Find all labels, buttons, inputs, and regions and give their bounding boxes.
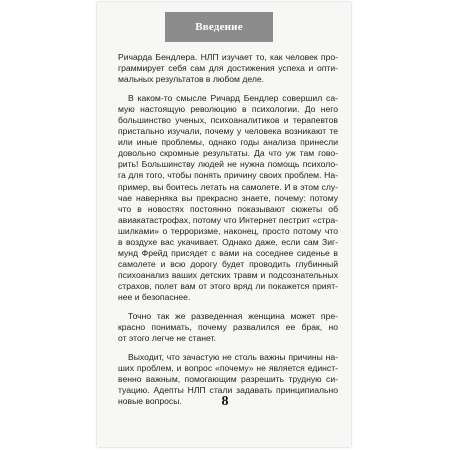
paragraph — [118, 311, 338, 344]
text-line: венно важным, помогающим разрешить трудную си- — [118, 374, 338, 385]
paragraph-gap — [118, 85, 338, 93]
text-line: от этого легче не станет. — [118, 333, 216, 344]
text-line: граммирует себя сам для достижения успеха и опти- — [118, 63, 338, 74]
text-line: мунд Фрейд присядет с вами на соседнее сиденье в — [118, 247, 338, 258]
body-text — [118, 52, 338, 407]
paragraph-gap — [118, 344, 338, 352]
text-line: рить! Большинству людей не нужна помощь психоло- — [118, 159, 338, 170]
text-line: Ричарда Бендлера. НЛП изучает то, как человек про- — [118, 52, 338, 62]
page-number: 8 — [221, 394, 229, 409]
text-line: мальных результатов в любом деле. — [118, 74, 265, 85]
text-line: красно понимать, почему развалился ее брак, но — [118, 322, 338, 333]
text-line: пристально изучали, почему у человека возникают те — [118, 126, 338, 137]
text-line: шилками» о терроризме, наконец, просто потому что — [118, 225, 338, 236]
text-line: что в новостях постоянно показывают сюжеты об — [118, 203, 338, 214]
text-line: ших проблем, и вопрос «почему» не является единст- — [118, 363, 338, 374]
text-line: туацию. Адепты НЛП стали задавать принципиально — [118, 385, 338, 396]
text-line: большинство ученых, психоаналитиков и терапевтов — [118, 115, 338, 126]
text-line: самолете и всю дорогу будет проводить глубинный — [118, 258, 338, 269]
text-line: чае наверняка вы прекрасно знаете, почему: потому — [118, 192, 338, 203]
text-line: довольно скромные результаты. Да что уж там гово- — [118, 148, 338, 159]
text-line: новые вопросы. — [118, 396, 182, 407]
text-line: страхов, полет вам от этого вряд ли покажется прият- — [118, 280, 338, 291]
text-line: или иные проблемы, однако годы анализа принесли — [118, 137, 338, 148]
text-line: В каком-то смысле Ричард Бендлер совершил са- — [128, 93, 338, 104]
chapter-header — [165, 12, 273, 42]
text-line: психоанализ ваших детских травм и подсознательных — [118, 269, 338, 280]
text-line: нее и безопаснее. — [118, 291, 191, 302]
text-line: пример, вы боитесь летать на самолете. И в этом слу- — [118, 181, 338, 192]
text-line: Точно так же разведенная женщина может пре- — [128, 311, 338, 322]
paragraph — [118, 93, 338, 303]
text-line: Выходит, что зачастую не столь важны причины на- — [128, 352, 338, 363]
chapter-title: Введение — [195, 21, 243, 33]
text-line: га для того, чтобы понять причину своих проблем. На- — [118, 170, 338, 181]
text-line: мую настоящую революцию в психологии. До него — [118, 104, 338, 115]
text-line: в воздухе вас укачивает. Однако даже, если сам Зиг- — [118, 236, 338, 247]
paragraph — [118, 52, 338, 85]
paragraph-gap — [118, 303, 338, 311]
text-line: авиакатастрофах, потому что Интернет пестрит «стра- — [118, 214, 338, 225]
